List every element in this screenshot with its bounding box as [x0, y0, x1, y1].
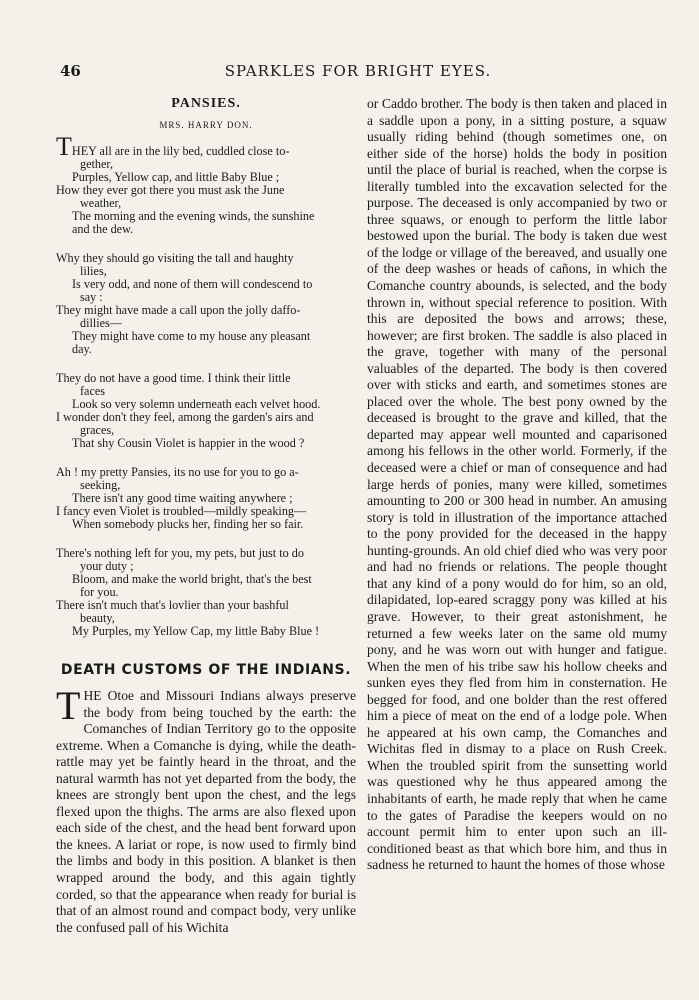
poem-line-text: There's nothing left for you, my pets, but just to do	[56, 546, 304, 560]
poem-line-text: graces,	[80, 423, 115, 437]
left-column	[56, 96, 356, 936]
poem-line	[56, 437, 356, 450]
poem-line-text: HEY all are in the lily bed, cuddled close to-	[71, 144, 290, 158]
poem-line-text: beauty,	[80, 611, 115, 625]
article-text-left	[56, 683, 356, 936]
poem-line-text: I fancy even Violet is troubled—mildly speaking—	[56, 504, 307, 518]
poem-line	[56, 625, 356, 638]
poem-line-text: Ah ! my pretty Pansies, its no use for you to go a-	[56, 465, 299, 479]
poem-line-text: Why they should go visiting the tall and haughty	[56, 251, 294, 265]
poem-line-text: and the dew.	[72, 222, 134, 236]
poem-author: MRS. HARRY DON.	[159, 120, 253, 130]
poem-title: PANSIES.	[171, 96, 241, 111]
poem-body	[56, 132, 356, 638]
poem-line-text: day.	[72, 342, 92, 356]
poem-line-text: There isn't any good time waiting anywhere ;	[72, 491, 293, 505]
poem-line-text: for you.	[80, 585, 119, 599]
poem-line-text: I wonder don't they feel, among the garden's airs and	[56, 410, 314, 424]
running-head: SPARKLES FOR BRIGHT EYES.	[224, 62, 492, 80]
poem-line-text: When somebody plucks her, finding her so fair.	[72, 517, 304, 531]
poem-line-text: There isn't much that's lovlier than your bashful	[56, 598, 289, 612]
poem-line-text: Look so very solemn underneath each velvet hood.	[72, 397, 321, 411]
poem-line	[56, 343, 356, 356]
poem-line	[56, 132, 356, 161]
poem-stanza	[56, 466, 356, 531]
poem-line-text: They do not have a good time. I think their little	[56, 371, 291, 385]
poem-line-text: The morning and the evening winds, the sunshine	[72, 209, 315, 223]
article-text-left-content: HE Otoe and Missouri Indians always preserve the body from being touched by the earth: the Comanches of Indian Territory go to the opposite extreme. When a Comanche is dying, while the death-rattle may yet be faintly heard in the throat, and the natural warmth has not yet departed from the body, the knees are strongly bent upon the chest, and the legs flexed upon the thighs. The arms are also flexed upon each side of the chest, and the head bent forward upon the knees. A lariat or rope, is now used to firmly bind the limbs and body in this position. A blanket is then wrapped around the body, and this again tightly corded, so that the appearance when ready for burial is that of an almost round and compact body, very unlike the confused pall of his Wichita	[56, 688, 356, 935]
poem-line-text: Purples, Yellow cap, and little Baby Blue ;	[72, 170, 280, 184]
article-title: DEATH CUSTOMS OF THE INDIANS.	[60, 662, 352, 678]
poem-line-text: your duty ;	[80, 559, 134, 573]
poem-line-text: dillies—	[80, 316, 122, 330]
poem-line-text: seeking,	[80, 478, 121, 492]
poem-line-text: That shy Cousin Violet is happier in the wood ?	[72, 436, 305, 450]
page-header	[56, 62, 660, 82]
poem-drop-cap: T	[56, 132, 72, 161]
poem-line-text: How they ever got there you must ask the June	[56, 183, 285, 197]
poem-line-text: lilies,	[80, 264, 107, 278]
poem-line-text: Bloom, and make the world bright, that's the best	[72, 572, 312, 586]
poem-line-text: gether,	[80, 157, 114, 171]
poem-line	[56, 330, 356, 343]
poem-stanza	[56, 547, 356, 638]
poem-stanza	[56, 132, 356, 236]
poem-line	[56, 223, 356, 236]
right-column	[367, 96, 667, 874]
poem-stanza	[56, 372, 356, 450]
poem-stanza	[56, 252, 356, 356]
page-number: 46	[60, 62, 81, 80]
poem-line-text: Is very odd, and none of them will condescend to	[72, 277, 313, 291]
poem-line	[56, 518, 356, 531]
poem-line-text: They might have made a call upon the jolly daffo-	[56, 303, 301, 317]
poem-line-text: faces	[80, 384, 106, 398]
poem-line-text: say :	[80, 290, 103, 304]
poem-line-text: They might have come to my house any pleasant	[72, 329, 311, 343]
article-drop-cap: T	[56, 683, 81, 728]
poem-line-text: weather,	[80, 196, 122, 210]
poem-line-text: My Purples, my Yellow Cap, my little Baby Blue !	[72, 624, 320, 638]
article-text-right: or Caddo brother. The body is then taken and placed in a saddle upon a pony, in a sitting posture, a squaw usually riding behind (though sometimes one, on either side of the horse) holds the body in position until the place of burial is reached, when the corpse is literally tumbled into the excavation selected for the purpose. The deceased is only accompanied by two or three squaws, or enough to perform the little labor bestowed upon the burial. The body is taken due west of the lodge or village of the bereaved, and usually one of the deep washes or heads of cañons, in which the Comanche country abounds, is selected, and the body thrown in, without special reference to position. With this are deposited the bows and arrows; these, however; are first broken. The saddle is also placed in the grave, together with many of the personal valuables of the departed. The body is then covered over with sticks and earth, and sometimes stones are placed over the whole. The best pony owned by the deceased is brought to the grave and killed, that the departed may appear well mounted and caparisoned among his fellows in the other world. Formerly, if the deceased were a chief or man of consequence and had large herds of ponies, many were killed, sometimes amounting to 200 or 300 head in number. An amusing story is told in illustration of the importance attached to the pony provided for the deceased in the happy hunting-grounds. An old chief died who was very poor and had no friends or relations. The people thought that any kind of a pony would do for him, so an old, dilapidated, lop-eared scraggy pony was killed at his grave. However, to their great astonishment, he returned a few weeks later on the same old mumy pony, and he was worn out with hunger and fatigue. When the men of his tribe saw his hollow cheeks and sunken eyes they fled from him in consternation. He begged for food, and one bolder than the rest offered him a piece of meat on the end of a lodge pole. When he appeared at his own camp, the Comanches and Wichitas fled in dismay to a place on Rush Creek. When the troubled spirit from the sunsetting world was questioned why he thus appeared among the inhabitants of earth, he made reply that when he came to the gates of Paradise the keepers would on no account permit him to enter upon such an ill-conditioned beast as that which bore him, and thus in sadness he returned to haunt the homes of those whose	[367, 96, 667, 873]
